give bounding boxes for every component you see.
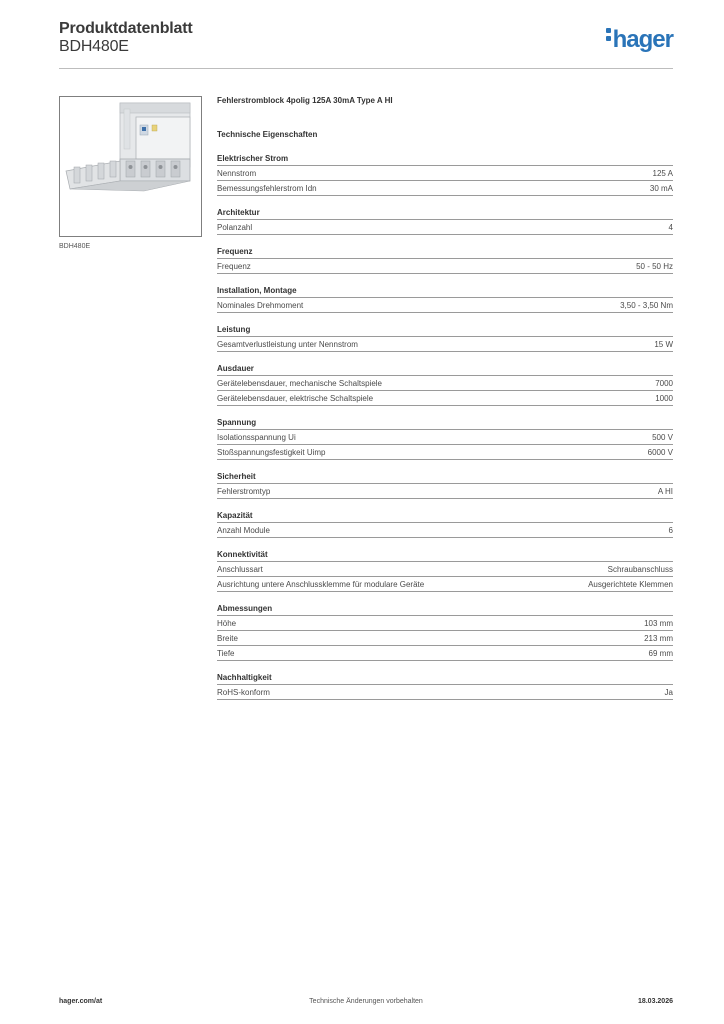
spec-section: [217, 603, 673, 661]
spec-label: Gesamtverlustleistung unter Nennstrom: [217, 340, 358, 349]
spec-content: [217, 96, 673, 700]
spec-value: 1000: [655, 394, 673, 403]
section-title: Nachhaltigkeit: [217, 672, 673, 685]
spec-row: [217, 181, 673, 196]
section-title: Kapazität: [217, 510, 673, 523]
product-image: [59, 96, 202, 237]
spec-label: Gerätelebensdauer, mechanische Schaltspiele: [217, 379, 382, 388]
spec-row: [217, 577, 673, 592]
logo-dots-icon: [606, 28, 611, 44]
spec-row: [217, 337, 673, 352]
section-title: Spannung: [217, 417, 673, 430]
spec-label: RoHS-konform: [217, 688, 270, 697]
logo-text: hager: [612, 26, 673, 53]
spec-label: Stoßspannungsfestigkeit Uimp: [217, 448, 326, 457]
spec-value: 6000 V: [647, 448, 673, 457]
section-title: Leistung: [217, 324, 673, 337]
spec-sections: [217, 153, 673, 700]
spec-row: [217, 430, 673, 445]
spec-label: Fehlerstromtyp: [217, 487, 271, 496]
spec-value: 4: [668, 223, 673, 232]
spec-row: [217, 484, 673, 499]
spec-value: 3,50 - 3,50 Nm: [620, 301, 673, 310]
spec-label: Frequenz: [217, 262, 251, 271]
spec-value: 213 mm: [644, 634, 673, 643]
spec-row: [217, 376, 673, 391]
page-header: [59, 20, 673, 68]
spec-value: 30 mA: [649, 184, 673, 193]
product-name: Fehlerstromblock 4polig 125A 30mA Type A HI: [217, 96, 393, 105]
image-caption: BDH480E: [59, 243, 91, 250]
spec-section: [217, 246, 673, 274]
specs-heading: Technische Eigenschaften: [217, 130, 318, 139]
rcd-block-illustration: [60, 97, 201, 236]
spec-row: [217, 298, 673, 313]
spec-value: A HI: [657, 487, 673, 496]
spec-label: Breite: [217, 634, 238, 643]
spec-value: 6: [668, 526, 673, 535]
spec-value: Ja: [664, 688, 673, 697]
spec-value: 125 A: [652, 169, 673, 178]
section-title: Konnektivität: [217, 549, 673, 562]
section-title: Installation, Montage: [217, 285, 673, 298]
spec-value: 103 mm: [644, 619, 673, 628]
spec-label: Anschlussart: [217, 565, 263, 574]
spec-value: 50 - 50 Hz: [636, 262, 673, 271]
spec-label: Isolationsspannung Ui: [217, 433, 296, 442]
spec-label: Gerätelebensdauer, elektrische Schaltspiele: [217, 394, 374, 403]
spec-section: [217, 285, 673, 313]
spec-value: 500 V: [652, 433, 673, 442]
section-title: Architektur: [217, 207, 673, 220]
section-title: Abmessungen: [217, 603, 673, 616]
spec-row: [217, 616, 673, 631]
spec-label: Ausrichtung untere Anschlussklemme für modulare Geräte: [217, 580, 425, 589]
spec-label: Polanzahl: [217, 223, 253, 232]
product-code-heading: BDH480E: [59, 38, 129, 55]
spec-row: [217, 523, 673, 538]
spec-value: 15 W: [654, 340, 673, 349]
spec-section: [217, 510, 673, 538]
document-title: Produktdatenblatt: [59, 20, 193, 37]
spec-row: [217, 166, 673, 181]
spec-section: [217, 153, 673, 196]
spec-section: [217, 363, 673, 406]
header-divider: [59, 68, 673, 69]
spec-section: [217, 324, 673, 352]
spec-label: Bemessungsfehlerstrom Idn: [217, 184, 317, 193]
footer-date: 18.03.2026: [637, 998, 673, 1005]
spec-row: [217, 631, 673, 646]
section-title: Ausdauer: [217, 363, 673, 376]
spec-section: [217, 549, 673, 592]
spec-row: [217, 391, 673, 406]
spec-value: Ausgerichtete Klemmen: [588, 580, 673, 589]
spec-section: [217, 417, 673, 460]
spec-row: [217, 562, 673, 577]
spec-value: Schraubanschluss: [607, 565, 673, 574]
footer-website: hager.com/at: [59, 998, 103, 1005]
spec-value: 7000: [655, 379, 673, 388]
spec-row: [217, 445, 673, 460]
section-title: Elektrischer Strom: [217, 153, 673, 166]
spec-row: [217, 220, 673, 235]
spec-row: [217, 685, 673, 700]
spec-section: [217, 471, 673, 499]
spec-label: Anzahl Module: [217, 526, 270, 535]
hager-logo: [606, 26, 673, 54]
spec-label: Nennstrom: [217, 169, 257, 178]
spec-label: Nominales Drehmoment: [217, 301, 304, 310]
section-title: Sicherheit: [217, 471, 673, 484]
spec-section: [217, 672, 673, 700]
spec-section: [217, 207, 673, 235]
spec-row: [217, 259, 673, 274]
spec-value: 69 mm: [648, 649, 673, 658]
spec-row: [217, 646, 673, 661]
section-title: Frequenz: [217, 246, 673, 259]
spec-label: Tiefe: [217, 649, 235, 658]
footer-notice: Technische Änderungen vorbehalten: [309, 998, 423, 1005]
spec-label: Höhe: [217, 619, 237, 628]
